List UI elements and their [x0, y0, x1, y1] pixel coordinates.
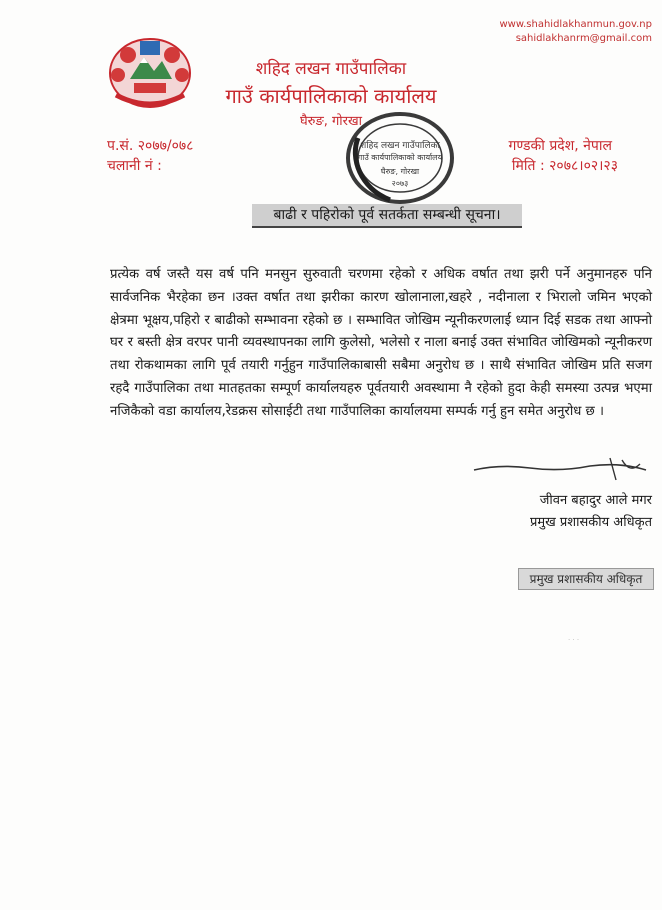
fiscal-year-ref: प.सं. २०७७/०७८	[107, 138, 194, 154]
designation-stamp: प्रमुख प्रशासकीय अधिकृत	[518, 568, 654, 590]
website-link[interactable]: www.shahidlakhanmun.gov.np	[499, 19, 652, 30]
notice-subject: बाढी र पहिरोको पूर्व सतर्कता सम्बन्धी सूचना।	[252, 204, 522, 228]
scan-speck: · · ·	[568, 636, 580, 644]
signatory-name: जीवन बहादुर आले मगर	[539, 493, 652, 508]
office-name: गाउँ कार्यपालिकाको कार्यालय	[225, 84, 437, 108]
office-stamp	[340, 108, 460, 210]
stamp-line-1: शहिद लखन गाउँपालिका	[360, 141, 440, 151]
email-link[interactable]: sahidlakhanrm@gmail.com	[515, 33, 652, 44]
dispatch-number: चलानी नं :	[107, 158, 162, 174]
province: गण्डकी प्रदेश, नेपाल	[508, 138, 612, 154]
office-address: घैरुङ, गोरखा	[299, 114, 362, 129]
signature-scribble	[470, 456, 650, 484]
stamp-line-2: गाउँ कार्यपालिकाको कार्यालय	[357, 153, 443, 162]
contact-info	[499, 18, 652, 46]
stamp-year: २०७३	[391, 179, 409, 188]
signatory-title: प्रमुख प्रशासकीय अधिकृत	[529, 515, 652, 530]
letter-date: मिति : २०७८।०२।२३	[511, 158, 618, 174]
signatory-block	[490, 490, 652, 534]
org-name: शहिद लखन गाउँपालिका	[255, 59, 407, 79]
stamp-line-3: घैरुङ, गोरखा	[380, 167, 420, 176]
notice-body: प्रत्येक वर्ष जस्तै यस वर्ष पनि मनसुन सुरुवाती चरणमा रहेको र अधिक वर्षात तथा झरी पर्ने अनुमानहरु पनि सार्वजनिक भैरहेका छन ।उक्त वर्षात तथा झरीका कारण खोलानाला,खहरे , नदीनाला र भिरालो जमिन भएको क्षेत्रमा भूक्षय,पहिरो र बाढीको सम्भावना रहेको छ । सम्भावित जोखिम न्यूनीकरणलाई ध्यान दिई सडक तथा आफ्नो घर र बस्ती क्षेत्र वरपर पानी व्यवस्थापनका लागि कुलेसो, भलेसो र नाला बनाई उक्त संभावित जोखिमको न्यूनीकरण तथा रोकथामका लागि पूर्व तयारी गर्नुहुन गाउँपालिकाबासी सबैमा अनुरोध छ । साथै संभावित जोखिम प्रति सजग रहदै गाउँपालिका तथा मातहतका सम्पूर्ण कार्यालयहरु पूर्वतयारी अवस्थामा नै रहेको हुदा केही समस्या उत्पन्न भएमा नजिकैको वडा कार्यालय,रेडक्रस सोसाईटी तथा गाउँपालिका कार्यालयमा सम्पर्क गर्नु हुन समेत अनुरोध छ ।	[110, 267, 652, 419]
